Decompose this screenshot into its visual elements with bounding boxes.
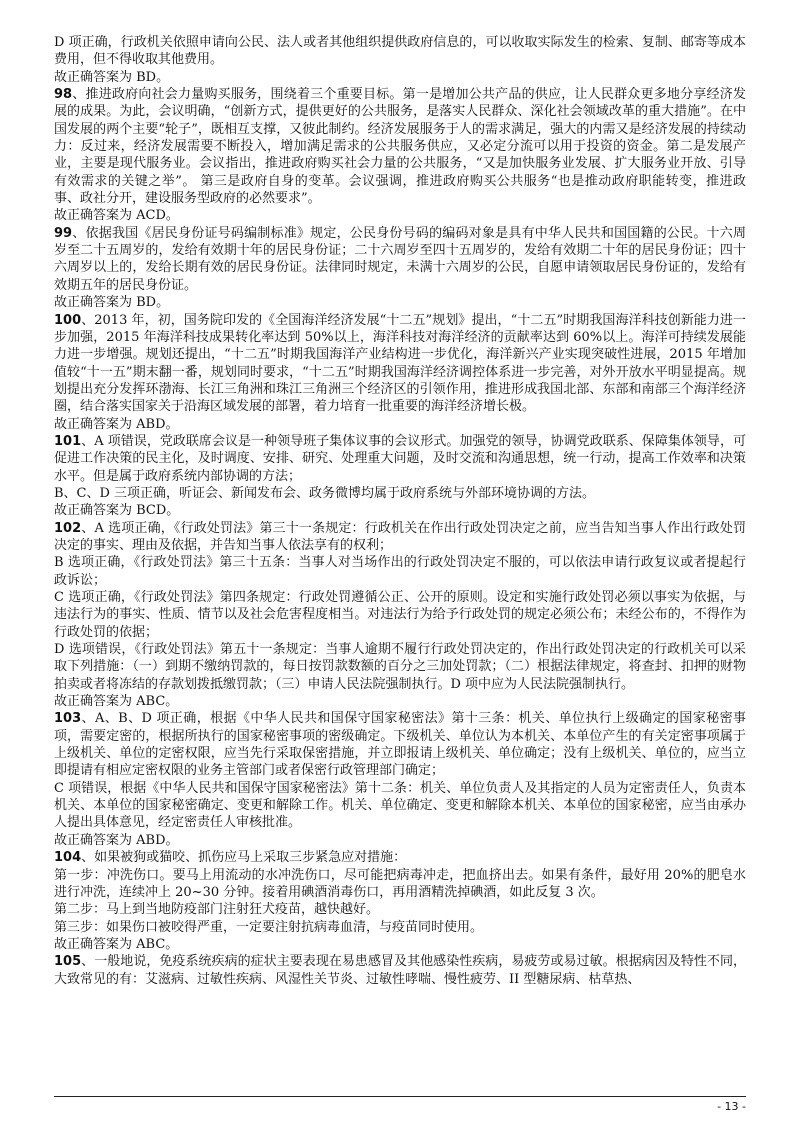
paragraph [54,832,746,849]
paragraph-text: 、A 项错误，党政联席会议是一种领导班子集体议事的会议形式。加强党的领导，协调党政联系、保障集体领导，可促进工作决策的民主化，及时调度、安排、研究、处理重大问题，及时交流和沟通思想，统一行动，提高工作效率和决策水平。但是属于政府系统内部协调的方法； [54,433,746,484]
question-explanation [54,86,746,207]
question-number: 102 [54,520,82,536]
question-number: 98 [54,87,73,103]
paragraph [54,867,746,902]
paragraph [54,554,746,589]
question-explanation [54,225,746,294]
paragraph [54,780,746,832]
question-number: 105 [54,954,82,970]
paragraph-text: 、2013 年，初，国务院印发的《全国海洋经济发展“十二五”规划》提出，“十二五”时期我国海洋科技创新能力进一步加强，2015 年海洋科技成果转化率达到 50%以上，海洋科技对海洋经济的贡献率达到 60%以上。海洋可持续发展能力进一步增强。规划还提出，“十二五”时期我国海洋产业结构进一步优化，海洋新兴产业实现突破性进展，2015 年增加值较“十一五”期末翻一番，规划同时要求，“十二五”时期我国海洋经济调控体系进一步完善，对外开放水平明显提高。规划提出充分发挥环渤海、长江三角洲和珠江三角洲三个经济区的引领作用，推进形成我国北部、东部和南部三个海洋经济圈，结合落实国家关于沿海区域发展的部署，着力培育一批重要的海洋经济增长极。 [54,312,746,415]
question-explanation [54,953,746,988]
paragraph-text: 故正确答案为 ABC。 [54,936,179,952]
question-number: 100 [54,312,82,328]
paragraph [54,919,746,936]
paragraph-text: 故正确答案为 BD。 [54,69,170,85]
paragraph [54,589,746,641]
question-number: 101 [54,433,82,449]
paragraph-text: 、一般地说，免疫系统疾病的症状主要表现在易患感冒及其他感染性疾病，易疲劳或易过敏。根据病因及特性不同，大致常见的有：艾滋病、过敏性疾病、风湿性关节炎、过敏性哮喘、慢性疲劳、II 型糖尿病、枯草热、 [54,954,746,987]
paragraph-text: C 项错误，根据《中华人民共和国保守国家秘密法》第十二条：机关、单位负责人及其指定的人员为定密责任人，负责本机关、本单位的国家秘密确定、变更和解除工作。机关、单位确定、变更和解除本机关、本单位的国家秘密，应当由承办人提出具体意见，经定密责任人审核批准。 [54,780,746,831]
paragraph-text: 故正确答案为 ABD。 [54,832,179,848]
paragraph-text: 、A、B、D 项正确，根据《中华人民共和国保守国家秘密法》第十三条：机关、单位执行上级确定的国家秘密事项，需要定密的，根据所执行的国家秘密事项的密级确定。下级机关、单位认为本机关、本单位产生的有关定密事项属于上级机关、单位的定密权限，应当先行采取保密措施，并立即报请上级机关、单位确定；没有上级机关、单位的，应当立即提请有相应定密权限的业务主管部门或者保密行政管理部门确定； [54,711,746,779]
question-explanation [54,849,746,866]
paragraph-text: 第二步：马上到当地防疫部门注射狂犬疫苗，越快越好。 [54,902,380,918]
paragraph-text: 第一步：冲洗伤口。要马上用流动的水冲洗伤口，尽可能把病毒冲走，把血挤出去。如果有条件，最好用 20%的肥皂水进行冲洗，连续冲上 20~30 分钟。接着用碘酒消毒伤口，再用酒精洗掉碘酒，如此反复 3 次。 [54,867,746,900]
paragraph-text: 第三步：如果伤口被咬得严重，一定要注射抗病毒血清，与疫苗同时使用。 [54,919,484,935]
paragraph-text: 、依据我国《居民身份证号码编制标准》规定，公民身份号码的编码对象是具有中华人民共和国国籍的公民。十六周岁至二十五周岁的，发给有效期十年的居民身份证；二十六周岁至四十五周岁的，发给有效期二十年的居民身份证；四十六周岁以上的，发给长期有效的居民身份证。法律同时规定，未满十六周岁的公民，自愿申请领取居民身份证的，发给有效期五年的居民身份证。 [54,225,746,293]
question-explanation [54,710,746,779]
paragraph [54,901,746,918]
paragraph-text: C 选项正确，《行政处罚法》第四条规定：行政处罚遵循公正、公开的原则。设定和实施行政处罚必须以事实为依据，与违法行为的事实、性质、情节以及社会危害程度相当。对违法行为给予行政处罚的规定必须公布；未经公布的，不得作为行政处罚的依据； [54,590,746,640]
paragraph-text: 故正确答案为 BCD。 [54,503,180,519]
paragraph-text: 故正确答案为 ABC。 [54,694,179,710]
paragraph [54,294,746,311]
paragraph-text: 故正确答案为 ACD。 [54,208,179,224]
paragraph-text: 、A 选项正确，《行政处罚法》第三十一条规定：行政机关在作出行政处罚决定之前，应当告知当事人作出行政处罚决定的事实、理由及依据，并告知当事人依法享有的权利； [54,520,746,553]
paragraph [54,936,746,953]
paragraph-text: D 项正确，行政机关依照申请向公民、法人或者其他组织提供政府信息的，可以收取实际发生的检索、复制、邮寄等成本费用，但不得收取其他费用。 [54,35,746,68]
paragraph [54,69,746,86]
paragraph-text: 、推进政府向社会力量购买服务，围绕着三个重要目标。第一是增加公共产品的供应，让人民群众更多地分享经济发展的成果。为此，会议明确，“创新方式，提供更好的公共服务，是落实人民群众、深化社会领域改革的重大措施”。在中国发展的两个主要“轮子”，既相互支撑，又彼此制约。经济发展服务于人的需求满足，强大的内需又是经济发展的持续动力：反过来，经济发展需要不断投入，增加满足需求的公共服务供应，又必定分流可以用于投资的资金。第二是发展产业，主要是现代服务业。会议指出，推进政府购买社会力量的公共服务，“又是加快服务业发展、扩大服务业开放、引导有效需求的关键之举”。 第三是政府自身的变革。会议强调，推进政府购买公共服务“也是推动政府职能转变，推进政事、政社分开，建设服务型政府的必然要求”。 [54,87,746,207]
page-number: - 13 - [717,1100,746,1113]
question-number: 99 [54,225,73,241]
paragraph-text: B 选项正确，《行政处罚法》第三十五条：当事人对当场作出的行政处罚决定不服的，可以依法申请行政复议或者提起行政诉讼； [54,555,746,588]
paragraph [54,207,746,224]
paragraph [54,34,746,69]
question-explanation [54,433,746,485]
question-explanation [54,312,746,416]
paragraph [54,485,746,502]
paragraph [54,693,746,710]
footer-divider [54,1096,746,1097]
question-number: 103 [54,711,82,727]
paragraph [54,502,746,519]
document-body [54,34,746,988]
paragraph-text: 故正确答案为 ABD。 [54,416,179,432]
paragraph [54,641,746,693]
question-number: 104 [54,850,82,866]
paragraph-text: B、C、D 三项正确，听证会、新闻发布会、政务微博均属于政府系统与外部环境协调的方法。 [54,485,596,501]
question-explanation [54,520,746,555]
paragraph-text: 、如果被狗或猫咬、抓伤应马上采取三步紧急应对措施： [81,850,407,866]
paragraph-text: 故正确答案为 BD。 [54,295,170,311]
paragraph [54,416,746,433]
paragraph-text: D 选项错误，《行政处罚法》第五十一条规定：当事人逾期不履行行政处罚决定的，作出行政处罚决定的行政机关可以采取下列措施：（一）到期不缴纳罚款的，每日按罚款数额的百分之三加处罚款；（二）根据法律规定，将查封、扣押的财物拍卖或者将冻结的存款划拨抵缴罚款；（三）申请人民法院强制执行。D 项中应为人民法院强制执行。 [54,642,746,692]
